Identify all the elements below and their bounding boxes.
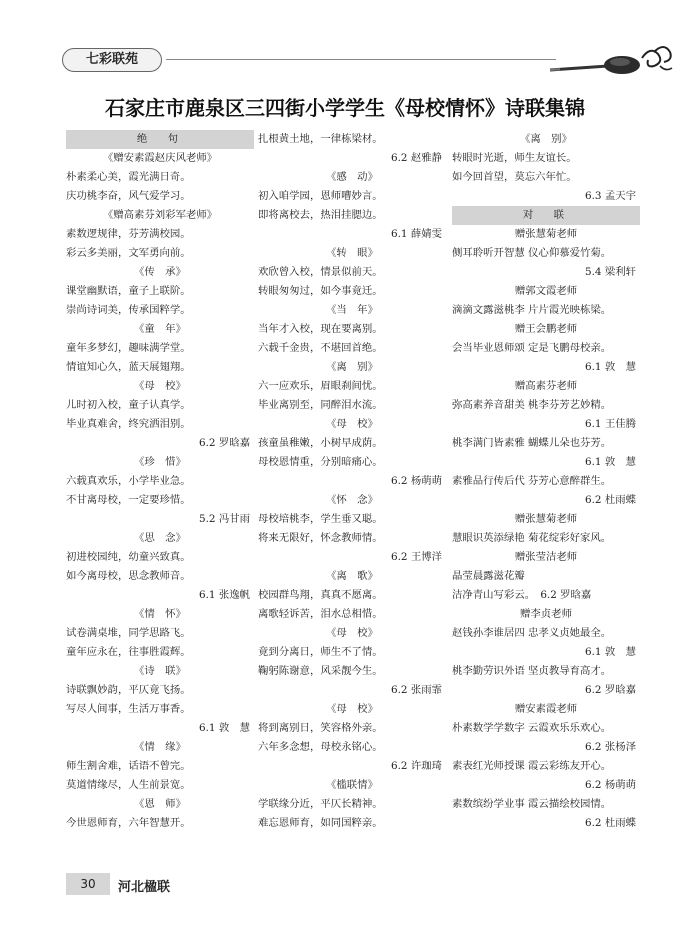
text-line: 慧眼识英添绿艳 菊花绽彩好家风。 (452, 532, 612, 544)
text-line: 如今回首望，莫忘六年忙。 (452, 171, 577, 183)
author-byline: 6.2 王博洋 (391, 551, 442, 563)
header-rule (166, 59, 556, 60)
text-line: 孩童虽稚嫩，小树早成荫。 (258, 437, 383, 449)
poem-title: 《思 念》 (134, 532, 186, 544)
author-byline: 6.2 张杨泽 (585, 741, 636, 753)
inkstone-ornament-icon (550, 44, 675, 78)
text-line: 写尽人间事，生活万事香。 (66, 703, 191, 715)
text-line: 赵钱孙李谁居四 忠孝义贞她最全。 (452, 627, 612, 639)
author-byline: 6.2 许珈琦 (391, 760, 442, 772)
poem-title: 《感 动》 (326, 171, 378, 183)
poem-title: 《转 眼》 (326, 247, 378, 259)
text-line: 桃李满门皆素雅 蝴蝶儿朵也芬芳。 (452, 437, 612, 449)
text-line: 鞠躬陈谢意，风采靓今生。 (258, 665, 383, 677)
column-1 (66, 130, 254, 833)
author-byline: 6.1 敦 慧 (585, 646, 636, 658)
text-line: 不甘离母校，一定要珍惜。 (66, 494, 191, 506)
text-line: 庆功桃李奋，风气爱学习。 (66, 190, 191, 202)
author-byline: 6.2 杜雨蝶 (585, 817, 636, 829)
author-byline: 6.1 张逸帆 (199, 589, 250, 601)
text-line: 离歌轻诉苦，泪水总相惜。 (258, 608, 383, 620)
text-line: 素数缤纷学业事 霞云描绘校园情。 (452, 798, 612, 810)
poem-title: 赠李贞老师 (520, 608, 572, 620)
text-line: 素数逻规律，芬芳满校园。 (66, 228, 191, 240)
text-line: 竟到分离日，师生不了情。 (258, 646, 383, 658)
poem-title: 《诗 联》 (134, 665, 186, 677)
text-line: 试卷满桌堆，同学思路飞。 (66, 627, 191, 639)
section-heading: 绝 句 (66, 130, 254, 149)
poem-title: 《离 别》 (326, 361, 378, 373)
author-byline: 6.2 赵雅静 (391, 152, 442, 164)
section-heading: 对 联 (452, 206, 640, 225)
poem-title: 赠高素芬老师 (514, 380, 578, 392)
section-header (62, 44, 627, 74)
text-line: 朴素数学学数字 云霞欢乐乐欢心。 (452, 722, 612, 734)
poem-title: 《离 别》 (520, 133, 572, 145)
text-line: 转眼匆匆过，如今事竟迁。 (258, 285, 383, 297)
author-byline: 6.2 杜雨蝶 (585, 494, 636, 506)
text-line: 课堂幽默语，童子上联阶。 (66, 285, 191, 297)
text-line: 弥高素养音甜美 桃李芬芳艺妙精。 (452, 399, 612, 411)
text-line: 校园群鸟翔，真真不愿离。 (258, 589, 383, 601)
column-2 (258, 130, 446, 833)
poem-title: 赠张慧菊老师 (514, 228, 578, 240)
text-line: 童年应永在，往事胜霞辉。 (66, 646, 191, 658)
text-line: 将来无限好，怀念教师情。 (258, 532, 383, 544)
poem-title: 《离 歌》 (326, 570, 378, 582)
poem-title: 《母 校》 (134, 380, 186, 392)
author-byline: 6.1 敦 慧 (585, 456, 636, 468)
text-line: 扎根黄土地，一律栋梁材。 (258, 133, 383, 145)
poem-title: 《槛联情》 (326, 779, 378, 791)
text-line: 母校培桃李，学生垂又聪。 (258, 513, 383, 525)
text-line: 今世恩师育，六年智慧开。 (66, 817, 191, 829)
poem-title: 《母 校》 (326, 418, 378, 430)
author-byline: 6.2 张雨霏 (391, 684, 442, 696)
poem-title: 《赠安素霞赵庆风老师》 (102, 152, 218, 164)
text-line: 初入咱学园，恩师嘈妙言。 (258, 190, 383, 202)
poem-title: 《赠高素芬刘彩军老师》 (102, 209, 218, 221)
author-byline: 6.1 王佳腾 (585, 418, 636, 430)
page-title: 石家庄市鹿泉区三四街小学学生《母校情怀》诗联集锦 (105, 96, 585, 120)
text-line: 当年才入校，现在要离别。 (258, 323, 383, 335)
author-byline: 6.1 敦 慧 (199, 722, 250, 734)
text-line: 诗联飘妙韵，平仄竟飞扬。 (66, 684, 191, 696)
poem-title: 赠张慧菊老师 (514, 513, 578, 525)
text-line: 毕业离别至，同醉泪水流。 (258, 399, 383, 411)
text-line: 即将离校去，热泪挂腮边。 (258, 209, 383, 221)
author-byline: 5.4 梁利轩 (585, 266, 636, 278)
poem-title: 赠安素霞老师 (514, 703, 578, 715)
poem-title: 《情 怀》 (134, 608, 186, 620)
author-byline: 5.2 冯甘雨 (199, 513, 250, 525)
poem-title: 《珍 惜》 (134, 456, 186, 468)
poem-title: 《传 承》 (134, 266, 186, 278)
author-byline: 6.2 罗晗嘉 (199, 437, 250, 449)
text-line: 毕业真难舍，终究洒泪别。 (66, 418, 191, 430)
poem-title: 《母 校》 (326, 703, 378, 715)
text-line: 桃李勤劳识外语 坚贞教导育高才。 (452, 665, 612, 677)
text-line: 六一应欢乐，眉眼刹间忧。 (258, 380, 383, 392)
author-byline: 6.2 杨萌萌 (391, 475, 442, 487)
text-line: 莫道情缘尽，人生前景宽。 (66, 779, 191, 791)
text-line: 儿时初入校，童子认真学。 (66, 399, 191, 411)
text-line: 六年多念想，母校永铭心。 (258, 741, 383, 753)
text-line: 素雅品行传后代 芬芳心意醉群生。 (452, 475, 612, 487)
author-byline: 6.1 敦 慧 (585, 361, 636, 373)
text-line: 童年多梦幻，趣味满学堂。 (66, 342, 191, 354)
text-line: 师生割舍难，话语不曾完。 (66, 760, 191, 772)
poem-title: 《童 年》 (134, 323, 186, 335)
text-line: 崇尚诗词美，传承国粹学。 (66, 304, 191, 316)
text-line: 母校恩情重，分别暗痛心。 (258, 456, 383, 468)
text-line: 将到离别日，笑容格外亲。 (258, 722, 383, 734)
poem-title: 赠郭文霞老师 (514, 285, 578, 297)
author-byline: 6.3 孟天宇 (585, 190, 636, 202)
text-line: 难忘恩师育，如同国粹亲。 (258, 817, 383, 829)
poem-title: 赠张莹洁老师 (514, 551, 578, 563)
author-byline: 6.2 杨萌萌 (585, 779, 636, 791)
text-line: 欢欣曾入校，情景似前天。 (258, 266, 383, 278)
text-line: 会当毕业恩师颂 定是飞鹏母校亲。 (452, 342, 612, 354)
section-tab: 七彩联苑 (62, 48, 162, 72)
author-byline: 6.1 薛婧雯 (391, 228, 442, 240)
text-line: 转眼时光逝，师生友谊长。 (452, 152, 577, 164)
text-line: 学联缘分近，平仄长精神。 (258, 798, 383, 810)
text-line: 素表红光师授课 霞云彩练友开心。 (452, 760, 612, 772)
text-line: 如今离母校，思念教师音。 (66, 570, 191, 582)
text-line: 彩云多美丽，文军勇向前。 (66, 247, 191, 259)
text-line: 六载真欢乐，小学毕业急。 (66, 475, 191, 487)
magazine-name: 河北楹联 (118, 880, 171, 895)
column-3 (452, 130, 640, 833)
text-line: 洁净青山写彩云。 6.2 罗晗嘉 (452, 589, 592, 601)
page-number: 30 (66, 873, 110, 895)
text-line: 六载千金贵，不堪回首绝。 (258, 342, 383, 354)
poem-title: 《恩 师》 (134, 798, 186, 810)
poem-title: 《怀 念》 (326, 494, 378, 506)
text-line: 晶莹晨露滋花瓣 (452, 570, 525, 582)
text-line: 侧耳聆听开智慧 仪心仰慕爱竹菊。 (452, 247, 612, 259)
poem-title: 《母 校》 (326, 627, 378, 639)
text-line: 朴素柔心美，霞光满日奇。 (66, 171, 191, 183)
poem-title: 《当 年》 (326, 304, 378, 316)
text-line: 滴滴文露滋桃李 片片霞光映栋梁。 (452, 304, 612, 316)
text-line: 情谊知心久，蓝天展翅翔。 (66, 361, 191, 373)
author-byline: 6.2 罗晗嘉 (585, 684, 636, 696)
text-line: 初进校园纯，幼童兴致真。 (66, 551, 191, 563)
poem-title: 赠王会鹏老师 (514, 323, 578, 335)
poem-title: 《情 缘》 (134, 741, 186, 753)
